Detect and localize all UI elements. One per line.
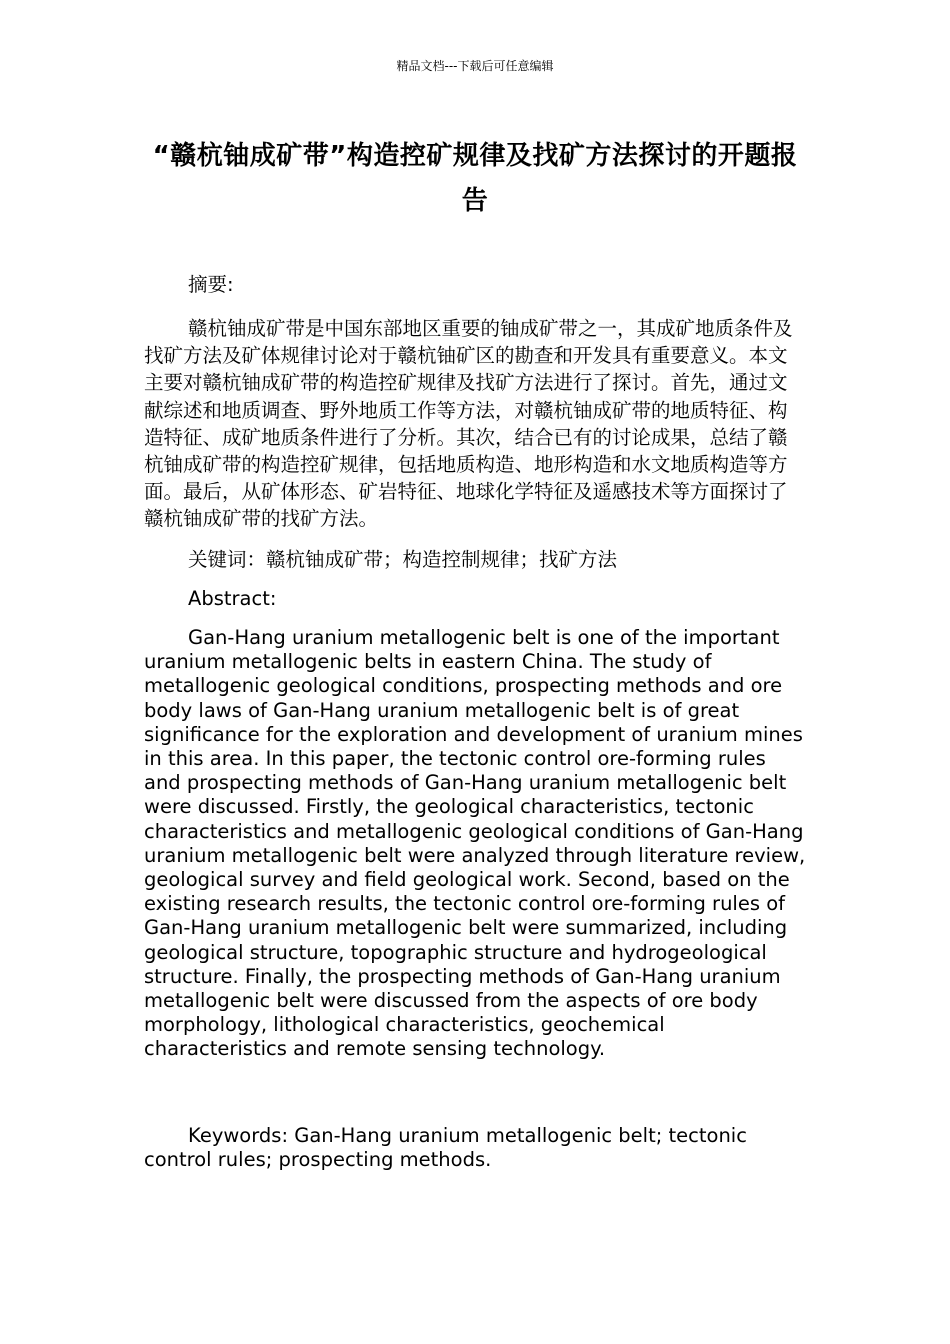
keywords-english: Keywords: Gan-Hang uranium metallogenic belt; tectonic control rules; prospecting methods. [144, 1124, 747, 1172]
document-title: “赣杭铀成矿带”构造控矿规律及找矿方法探讨的开题报告 [152, 141, 798, 216]
abstract-label: 摘要: [188, 273, 234, 296]
header-note: 精品文档---下载后可任意编辑 [396, 59, 554, 73]
abstract-english-paragraph: Gan-Hang uranium metallogenic belt is one of the important uranium metallogenic belts in eastern China. The study of metallogenic geological conditions, prospecting methods and ore body laws of Gan-Hang uranium metallogenic belt is of great significance for the exploration and development of uranium mines in this area. In this paper, the tectonic control ore-forming rules and prospecting methods of Gan-Hang uranium metallogenic belt were discussed. Firstly, the geological characteristics, tectonic characteristics and metallogenic geological conditions of Gan-Hang uranium metallogenic belt were analyzed through literature review, geological survey and field geological work. Second, based on the existing research results, the tectonic control ore-forming rules of Gan-Hang uranium metallogenic belt were summarized, including geological structure, topographic structure and hydrogeological structure. Finally, the prospecting methods of Gan-Hang uranium metallogenic belt were discussed from the aspects of ore body morphology, lithological characteristics, geochemical characteristics and remote sensing technology. [144, 626, 806, 1061]
abstract-chinese-paragraph: 赣杭铀成矿带是中国东部地区重要的铀成矿带之一，其成矿地质条件及找矿方法及矿体规律讨论对于赣杭铀矿区的勘查和开发具有重要意义。本文主要对赣杭铀成矿带的构造控矿规律及找矿方法进行了探讨。首先，通过文献综述和地质调查、野外地质工作等方法，对赣杭铀成矿带的地质特征、构造特征、成矿地质条件进行了分析。其次，结合已有的讨论成果，总结了赣杭铀成矿带的构造控矿规律，包括地质构造、地形构造和水文地质构造等方面。最后，从矿体形态、矿岩特征、地球化学特征及遥感技术等方面探讨了赣杭铀成矿带的找矿方法。 [144, 317, 793, 531]
keywords-chinese: 关键词：赣杭铀成矿带；构造控制规律；找矿方法 [188, 548, 618, 571]
abstract-english-label: Abstract: [188, 587, 277, 610]
